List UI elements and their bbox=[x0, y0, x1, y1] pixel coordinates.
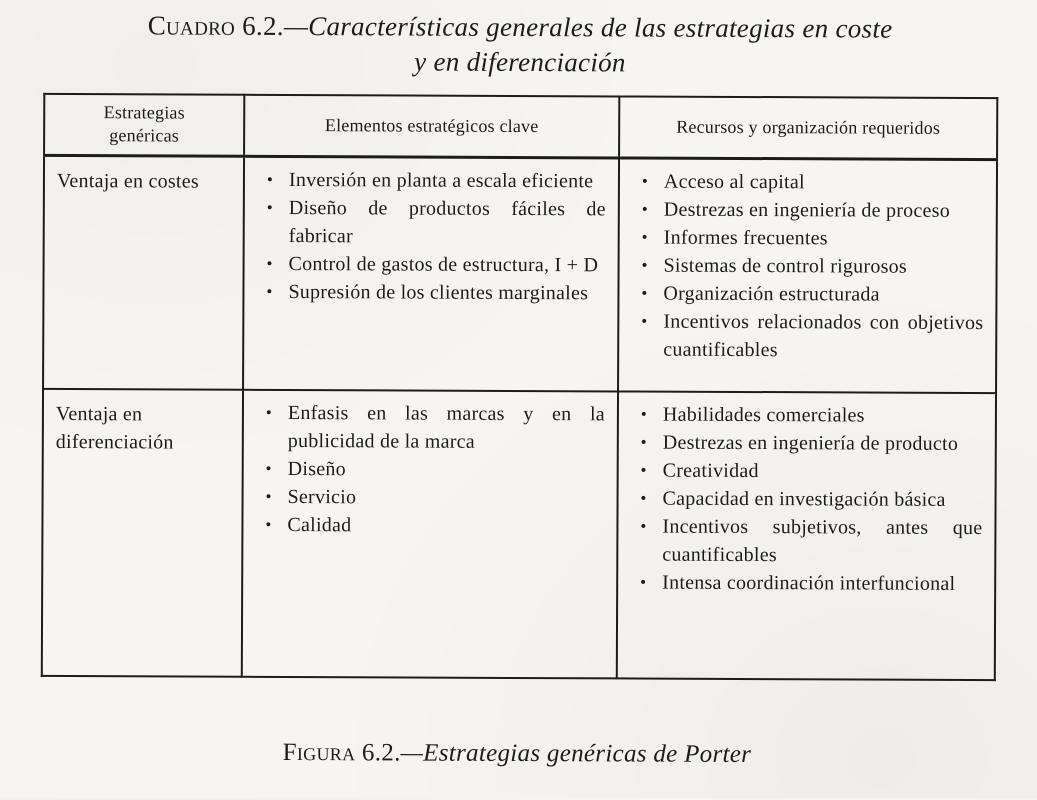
list-item bbox=[624, 512, 982, 570]
bullet-text: Inversión en planta a escala eficiente bbox=[288, 168, 594, 192]
table-caption-line1 bbox=[2, 8, 1037, 48]
table-caption-title: —Características generales de las estrategias en coste bbox=[283, 10, 893, 44]
bullet-text: Creatividad bbox=[662, 459, 759, 483]
bullet-text: Acceso al capital bbox=[663, 170, 805, 193]
list-item bbox=[250, 277, 605, 307]
resources-cell bbox=[617, 391, 996, 680]
bullet-icon: • bbox=[640, 404, 648, 424]
bullet-text: Servicio bbox=[287, 485, 357, 509]
figure-caption bbox=[0, 738, 1036, 771]
bullet-icon: • bbox=[640, 460, 647, 480]
strategy-cell: Ventaja en costes bbox=[43, 155, 244, 390]
bullet-icon: • bbox=[265, 514, 272, 534]
table-row-ventaja-costes bbox=[43, 155, 997, 393]
bullet-icon: • bbox=[266, 281, 273, 301]
list-item bbox=[626, 167, 984, 197]
bullet-text: Control de gastos de estructura, I + D bbox=[288, 252, 599, 276]
elements-cell bbox=[242, 390, 618, 679]
bullet-text: Incentivos subjetivos, antes que cuantificables bbox=[662, 515, 983, 567]
list-item bbox=[249, 511, 604, 541]
bullet-text: Intensa coordinación interfuncional bbox=[662, 571, 956, 595]
strategy-cell: Ventaja en diferenciación bbox=[42, 389, 243, 677]
bullet-text: Sistemas de control rigurosos bbox=[663, 254, 907, 278]
list-item bbox=[250, 455, 605, 485]
bullet-icon: • bbox=[641, 255, 648, 275]
list-item bbox=[626, 223, 984, 253]
bullet-icon: • bbox=[641, 311, 648, 331]
list-item bbox=[624, 568, 982, 598]
table-row-ventaja-diferenciacion bbox=[42, 389, 996, 680]
bullet-text: Informes frecuentes bbox=[663, 226, 828, 249]
bullet-text: Calidad bbox=[287, 513, 352, 537]
list-item bbox=[625, 279, 983, 309]
bullet-icon: • bbox=[640, 432, 647, 452]
list-item bbox=[625, 484, 983, 514]
bullet-icon: • bbox=[266, 197, 273, 217]
column-header-estrategias-genericas: Estrategias genéricas bbox=[44, 94, 244, 156]
list-item bbox=[251, 193, 606, 251]
bullet-icon: • bbox=[641, 171, 649, 191]
bullet-text: Capacidad en investigación básica bbox=[662, 487, 946, 511]
list-item bbox=[625, 307, 983, 365]
strategies-table bbox=[41, 93, 999, 681]
resources-cell bbox=[618, 157, 997, 393]
figure-caption-title: —Estrategias genéricas de Porter bbox=[400, 739, 752, 769]
bullet-icon: • bbox=[265, 458, 272, 478]
bullet-text: Organización estructurada bbox=[663, 282, 880, 306]
bullet-text: Destrezas en ingeniería de producto bbox=[662, 431, 959, 455]
figure-caption-label: Figura 6.2. bbox=[282, 738, 401, 767]
column-header-elementos-estrategicos: Elementos estratégicos clave bbox=[244, 95, 619, 158]
list-item bbox=[625, 428, 983, 458]
bullet-icon: • bbox=[266, 169, 274, 189]
bullet-icon: • bbox=[266, 253, 273, 273]
bullet-text: Incentivos relacionados con objetivos cuantificables bbox=[663, 310, 984, 361]
bullet-icon: • bbox=[265, 402, 273, 422]
bullet-icon: • bbox=[640, 572, 647, 592]
bullet-text: Diseño bbox=[287, 457, 346, 481]
list-item bbox=[251, 249, 606, 279]
bullet-icon: • bbox=[641, 227, 648, 247]
table-caption-label: Cuadro 6.2. bbox=[147, 10, 284, 41]
elements-cell bbox=[243, 156, 619, 392]
bullet-icon: • bbox=[640, 488, 647, 508]
list-item bbox=[250, 399, 605, 457]
bullet-icon: • bbox=[265, 486, 272, 506]
list-item bbox=[250, 483, 605, 513]
table-caption-line2: y en diferenciación bbox=[414, 46, 626, 78]
bullet-icon: • bbox=[641, 199, 648, 219]
list-item bbox=[626, 195, 984, 225]
bullet-text: Enfasis en las marcas y en la publicidad de la marca bbox=[287, 401, 605, 453]
bullet-text: Destrezas en ingeniería de proceso bbox=[663, 198, 951, 222]
list-item bbox=[251, 165, 606, 195]
list-item bbox=[626, 251, 984, 281]
table-caption bbox=[1, 8, 1037, 83]
bullet-icon: • bbox=[640, 516, 647, 536]
header-row bbox=[44, 94, 997, 159]
list-item bbox=[625, 456, 983, 486]
bullet-text: Supresión de los clientes marginales bbox=[288, 280, 589, 304]
bullet-icon: • bbox=[641, 283, 648, 303]
bullet-text: Habilidades comerciales bbox=[662, 403, 865, 427]
column-header-recursos-organizacion: Recursos y organización requeridos bbox=[619, 96, 997, 159]
list-item bbox=[625, 400, 983, 430]
bullet-text: Diseño de productos fáciles de fabricar bbox=[288, 196, 606, 247]
